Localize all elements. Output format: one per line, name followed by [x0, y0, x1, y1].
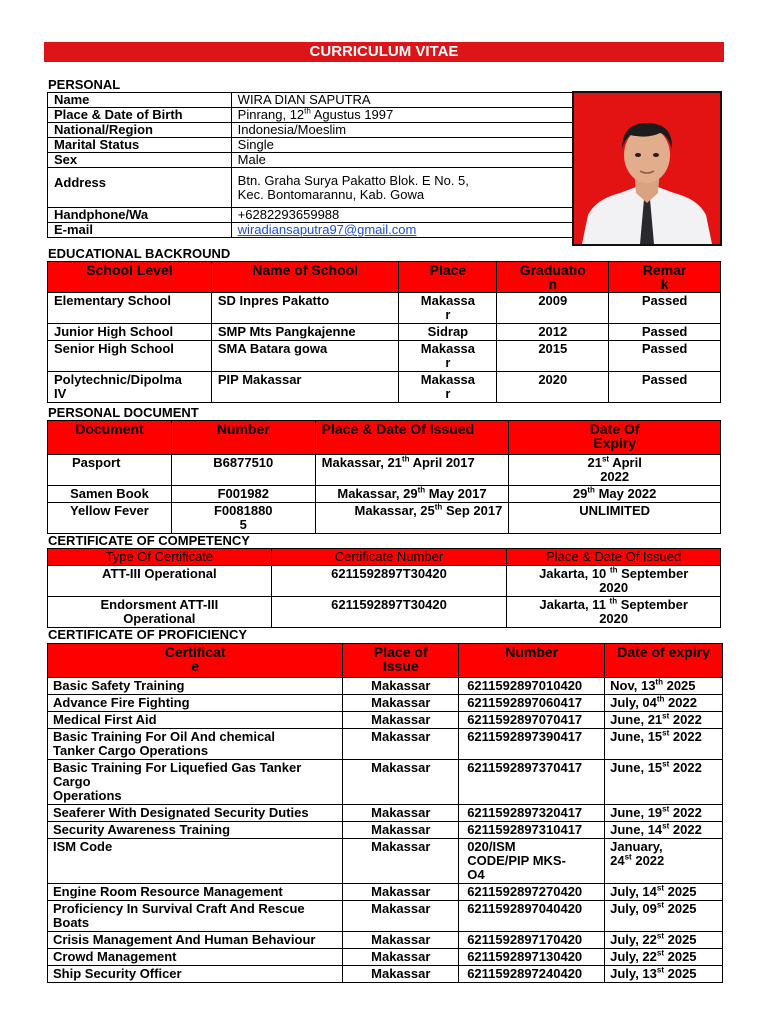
cell-expiry: July, 22st 2025 [605, 949, 723, 966]
cell-place: Makassar [343, 678, 459, 695]
cell-expiry: Nov, 13th 2025 [605, 678, 723, 695]
cell-certificate: Basic Safety Training [48, 678, 343, 695]
cell-type: Endorsment ATT-III Operational [48, 597, 272, 628]
table-row [48, 153, 575, 168]
col-number: Number [171, 421, 315, 455]
person-portrait-icon [574, 93, 720, 244]
table-row [48, 695, 723, 712]
table-row [48, 372, 721, 403]
cell-certificate: Engine Room Resource Management [48, 884, 343, 901]
table-row [48, 566, 721, 597]
table-row [48, 949, 723, 966]
email-link[interactable]: wiradiansaputra97@gmail.com [237, 222, 417, 237]
value-nation: Indonesia/Moeslim [231, 123, 574, 138]
proficiency-heading: CERTIFICATE OF PROFICIENCY [48, 627, 248, 642]
cell-place: Sidrap [399, 324, 497, 341]
table-row [48, 966, 723, 983]
table-row [48, 932, 723, 949]
cell-year: 2020 [497, 372, 609, 403]
cell-expiry: July, 22st 2025 [605, 932, 723, 949]
cell-certificate: Proficiency In Survival Craft And Rescue Boats [48, 901, 343, 932]
cell-place: Makassar [343, 949, 459, 966]
label-email: E-mail [48, 223, 232, 238]
value-name: WIRA DIAN SAPUTRA [231, 93, 574, 108]
cell-number: 6211592897370417 [459, 760, 605, 805]
table-row [48, 293, 721, 324]
table-header-row [48, 644, 723, 678]
cell-issued: Makassar, 21th April 2017 [315, 455, 509, 486]
cell-place: Makassar [343, 712, 459, 729]
cell-remark: Passed [609, 372, 721, 403]
cell-number: 6211592897070417 [459, 712, 605, 729]
cell-number: 6211592897310417 [459, 822, 605, 839]
col-issued: Place & Date Of Issued [315, 421, 509, 455]
cell-place: Makassar [343, 901, 459, 932]
value-birth: Pinrang, 12th Agustus 1997 [231, 108, 574, 123]
cell-school: SMA Batara gowa [211, 341, 399, 372]
cell-number: 6211592897170420 [459, 932, 605, 949]
cell-number: 6211592897320417 [459, 805, 605, 822]
table-row [48, 760, 723, 805]
table-row [48, 822, 723, 839]
cell-doc: Yellow Fever [48, 503, 172, 534]
cell-level: Elementary School [48, 293, 212, 324]
cell-certificate: Basic Training For Oil And chemical Tanker Cargo Operations [48, 729, 343, 760]
cell-place: Makassa r [399, 293, 497, 324]
cell-number: F0081880 5 [171, 503, 315, 534]
col-school-level: School Level [48, 262, 212, 293]
table-row [48, 223, 575, 238]
cell-number: 6211592897270420 [459, 884, 605, 901]
competency-table [47, 548, 721, 628]
col-remark: Remar k [609, 262, 721, 293]
table-row [48, 123, 575, 138]
table-row [48, 597, 721, 628]
col-expiry: Date Of Expiry [509, 421, 721, 455]
value-sex: Male [231, 153, 574, 168]
table-row [48, 208, 575, 223]
value-phone: +6282293659988 [231, 208, 574, 223]
cell-place: Makassar [343, 729, 459, 760]
cell-doc: Samen Book [48, 486, 172, 503]
cell-year: 2015 [497, 341, 609, 372]
cell-expiry: June, 14st 2022 [605, 822, 723, 839]
cell-issued: Jakarta, 11 $^{th}$ September 2020 [507, 597, 721, 628]
cell-expiry: July, 14st 2025 [605, 884, 723, 901]
cell-place: Makassar [343, 805, 459, 822]
table-row [48, 108, 575, 123]
personal-heading: PERSONAL [48, 77, 121, 92]
col-document: Document [48, 421, 172, 455]
col-date-of-expiry: Date of expiry [605, 644, 723, 678]
cell-level: Polytechnic/Dipolma IV [48, 372, 212, 403]
cell-remark: Passed [609, 293, 721, 324]
cell-doc: Pasport [48, 455, 172, 486]
table-row [48, 805, 723, 822]
cell-certificate: Advance Fire Fighting [48, 695, 343, 712]
cell-expiry: June, 15st 2022 [605, 729, 723, 760]
col-school-name: Name of School [211, 262, 399, 293]
cell-certificate: Medical First Aid [48, 712, 343, 729]
cell-expiry: July, 09st 2025 [605, 901, 723, 932]
cell-certificate: ISM Code [48, 839, 343, 884]
cell-place: Makassa r [399, 372, 497, 403]
cell-certificate: Security Awareness Training [48, 822, 343, 839]
table-row [48, 839, 723, 884]
cell-school: SD Inpres Pakatto [211, 293, 399, 324]
education-heading: EDUCATIONAL BACKROUND [48, 246, 231, 261]
table-row [48, 729, 723, 760]
cell-place: Makassar [343, 884, 459, 901]
cell-expiry: UNLIMITED [509, 503, 721, 534]
cell-certificate: Seaferer With Designated Security Duties [48, 805, 343, 822]
cell-number: 6211592897T30420 [271, 597, 507, 628]
cell-place: Makassar [343, 760, 459, 805]
cv-title-banner: CURRICULUM VITAE [44, 42, 724, 62]
table-row [48, 884, 723, 901]
table-row [48, 341, 721, 372]
cell-remark: Passed [609, 324, 721, 341]
label-address: Address [48, 168, 232, 208]
table-header-row [48, 421, 721, 455]
cell-expiry: January, 24st 2022 [605, 839, 723, 884]
cell-number: 6211592897010420 [459, 678, 605, 695]
cell-expiry: July, 04th 2022 [605, 695, 723, 712]
label-phone: Handphone/Wa [48, 208, 232, 223]
value-marital: Single [231, 138, 574, 153]
col-cert-issued: Place & Date Of Issued [507, 549, 721, 566]
cell-certificate: Crisis Management And Human Behaviour [48, 932, 343, 949]
table-row [48, 138, 575, 153]
cell-year: 2012 [497, 324, 609, 341]
table-row [48, 324, 721, 341]
table-row [48, 455, 721, 486]
cell-certificate: Ship Security Officer [48, 966, 343, 983]
table-row [48, 712, 723, 729]
table-row [48, 678, 723, 695]
documents-table [47, 420, 721, 534]
cell-issued: Makassar, 29th May 2017 [315, 486, 509, 503]
cell-type: ATT-III Operational [48, 566, 272, 597]
table-row [48, 901, 723, 932]
cell-number: 6211592897390417 [459, 729, 605, 760]
proficiency-table [47, 643, 723, 983]
col-place-of-issue: Place of Issue [343, 644, 459, 678]
competency-heading: CERTIFICATE OF COMPETENCY [48, 533, 250, 548]
cell-number: F001982 [171, 486, 315, 503]
label-sex: Sex [48, 153, 232, 168]
cell-place: Makassa r [399, 341, 497, 372]
table-row [48, 93, 575, 108]
table-row [48, 486, 721, 503]
cell-number: 6211592897T30420 [271, 566, 507, 597]
cell-number: 6211592897240420 [459, 966, 605, 983]
col-number: Number [459, 644, 605, 678]
cell-expiry: 29th May 2022 [509, 486, 721, 503]
table-row [48, 168, 575, 208]
cell-year: 2009 [497, 293, 609, 324]
cell-number: 020/ISM CODE/PIP MKS- O4 [459, 839, 605, 884]
col-place: Place [399, 262, 497, 293]
cell-number: 6211592897040420 [459, 901, 605, 932]
cell-certificate: Basic Training For Liquefied Gas Tanker Cargo Operations [48, 760, 343, 805]
cell-place: Makassar [343, 966, 459, 983]
education-table [47, 261, 721, 403]
col-cert-type: Type Of Certificate [48, 549, 272, 566]
table-header-row [48, 262, 721, 293]
cell-number: B6877510 [171, 455, 315, 486]
value-address: Btn. Graha Surya Pakatto Blok. E No. 5, Kec. Bontomarannu, Kab. Gowa [231, 168, 574, 208]
cell-issued: Jakarta, 10 $^{th}$ September 2020 [507, 566, 721, 597]
value-email [231, 223, 574, 238]
profile-photo [572, 91, 722, 246]
cell-place: Makassar [343, 695, 459, 712]
cell-expiry: July, 13st 2025 [605, 966, 723, 983]
cell-school: PIP Makassar [211, 372, 399, 403]
personal-table [47, 92, 575, 238]
documents-heading: PERSONAL DOCUMENT [48, 405, 199, 420]
cell-level: Senior High School [48, 341, 212, 372]
table-header-row [48, 549, 721, 566]
cell-expiry: 21st April 2022 [509, 455, 721, 486]
cell-issued: Makassar, 25th Sep 2017 [315, 503, 509, 534]
cell-number: 6211592897130420 [459, 949, 605, 966]
cell-number: 6211592897060417 [459, 695, 605, 712]
label-name: Name [48, 93, 232, 108]
cell-expiry: June, 15st 2022 [605, 760, 723, 805]
col-cert-number: Certificate Number [271, 549, 507, 566]
cell-expiry: June, 21st 2022 [605, 712, 723, 729]
table-row [48, 503, 721, 534]
cell-certificate: Crowd Management [48, 949, 343, 966]
col-certificate: Certificat e [48, 644, 343, 678]
cell-expiry: June, 19st 2022 [605, 805, 723, 822]
col-graduation: Graduatio n [497, 262, 609, 293]
cell-remark: Passed [609, 341, 721, 372]
cell-place: Makassar [343, 932, 459, 949]
label-birth: Place & Date of Birth [48, 108, 232, 123]
cell-school: SMP Mts Pangkajenne [211, 324, 399, 341]
cell-level: Junior High School [48, 324, 212, 341]
label-marital: Marital Status [48, 138, 232, 153]
cell-place: Makassar [343, 839, 459, 884]
label-nation: National/Region [48, 123, 232, 138]
cell-place: Makassar [343, 822, 459, 839]
